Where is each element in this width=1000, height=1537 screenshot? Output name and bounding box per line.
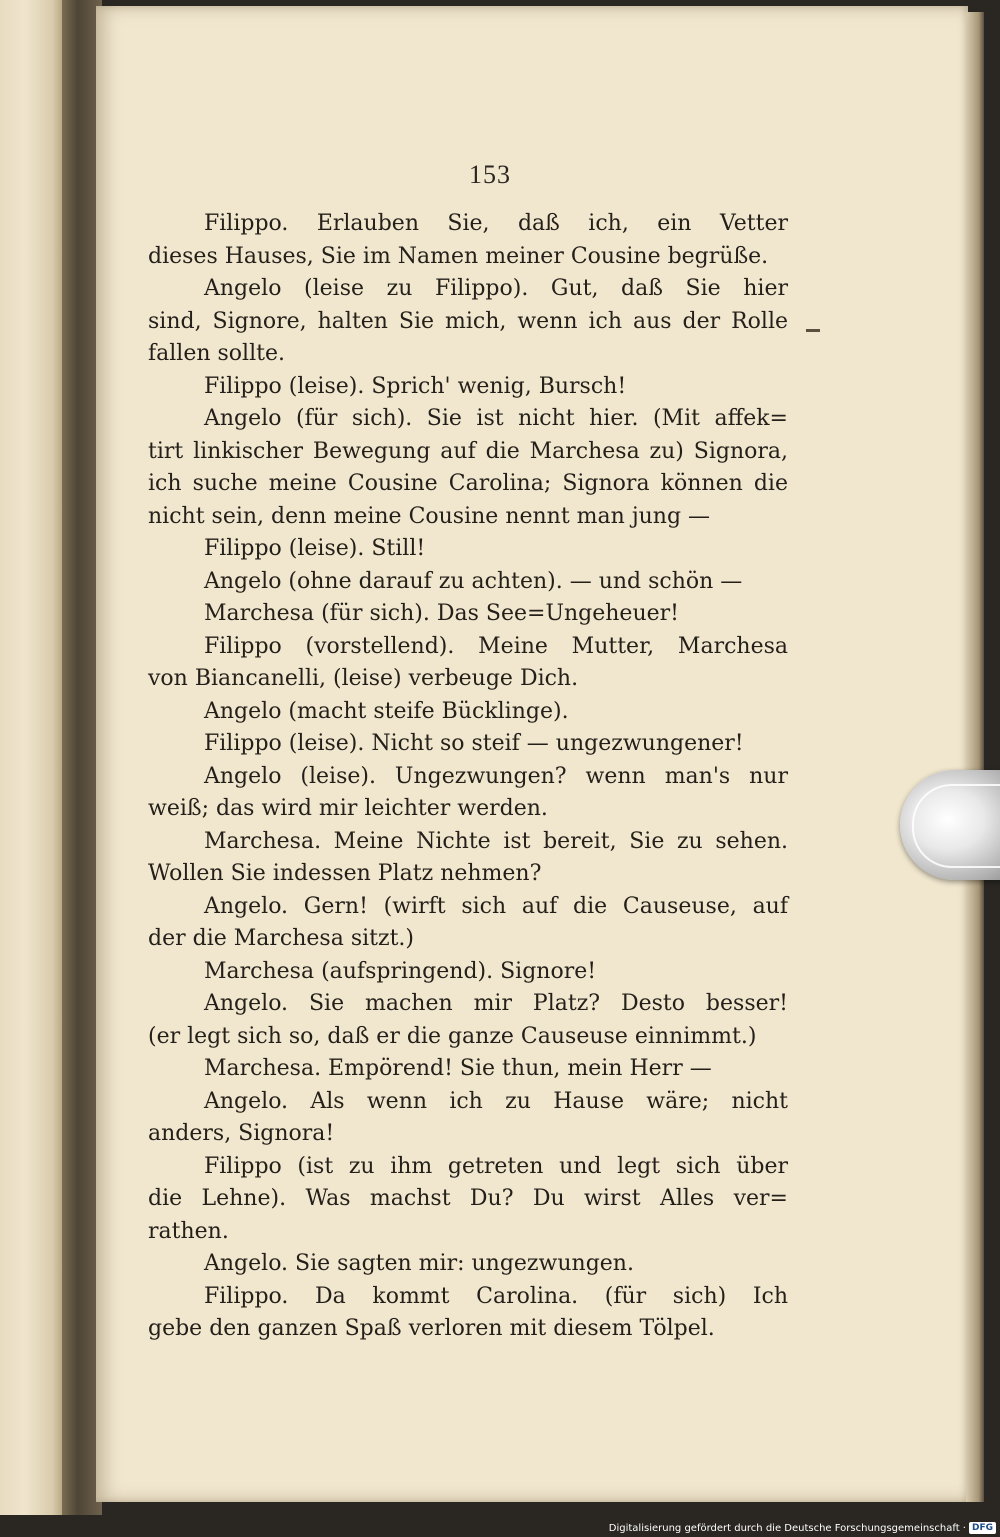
text-line: Angelo (für sich). Sie ist nicht hier. (Mit affek= xyxy=(204,406,788,431)
text-line: Marchesa. Meine Nichte ist bereit, Sie zu sehen. xyxy=(204,828,788,854)
text-line: ich suche meine Cousine Carolina; Signora können die xyxy=(148,471,788,496)
text-line: Angelo. Sie sagten mir: ungezwungen. xyxy=(204,1251,634,1276)
text-line: tirt linkischer Bewegung auf die Marchesa zu) Signora, xyxy=(148,438,788,464)
text-line: Filippo (vorstellend). Meine Mutter, Marchesa xyxy=(204,633,788,659)
page-clip-highlight xyxy=(912,784,1000,868)
text-line: die Lehne). Was machst Du? Du wirst Alles ver= xyxy=(148,1186,788,1211)
text-line: Filippo. Erlauben Sie, daß ich, ein Vetter xyxy=(204,211,788,236)
text-line: fallen sollte. xyxy=(148,341,285,366)
page-right-edge xyxy=(966,12,984,1502)
text-line: Angelo (leise). Ungezwungen? wenn man's nur xyxy=(204,763,788,789)
text-line: Angelo. Als wenn ich zu Hause wäre; nicht xyxy=(204,1088,788,1114)
text-line: nicht sein, denn meine Cousine nennt man jung — xyxy=(148,503,711,529)
text-line: Wollen Sie indessen Platz nehmen? xyxy=(148,861,542,886)
page-number: 153 xyxy=(469,160,511,189)
footer-credit xyxy=(609,1522,996,1534)
page-text xyxy=(148,208,788,1346)
text-line: Angelo (leise zu Filippo). Gut, daß Sie hier xyxy=(204,276,788,301)
text-line: anders, Signora! xyxy=(148,1121,335,1146)
text-line: der die Marchesa sitzt.) xyxy=(148,926,414,951)
text-line: Filippo. Da kommt Carolina. (für sich) Ich xyxy=(204,1283,788,1309)
margin-mark xyxy=(806,329,820,332)
text-line: (er legt sich so, daß er die ganze Causeuse einnimmt.) xyxy=(148,1023,757,1049)
page-clip xyxy=(900,770,1000,880)
text-line: sind, Signore, halten Sie mich, wenn ich aus der Rolle xyxy=(148,308,788,334)
dfg-logo: DFG xyxy=(969,1522,996,1534)
text-line: dieses Hauses, Sie im Namen meiner Cousine begrüße. xyxy=(148,243,769,269)
text-line: rathen. xyxy=(148,1218,229,1244)
text-line: Marchesa (aufspringend). Signore! xyxy=(204,958,597,984)
text-line: von Biancanelli, (leise) verbeuge Dich. xyxy=(148,666,579,691)
text-line: Marchesa. Empörend! Sie thun, mein Herr — xyxy=(204,1056,712,1081)
text-line: Filippo (leise). Still! xyxy=(204,536,426,561)
text-line: Filippo (leise). Nicht so steif — ungezwungener! xyxy=(204,731,744,756)
text-line: Angelo. Sie machen mir Platz? Desto besser! xyxy=(204,991,788,1016)
text-line: Filippo (leise). Sprich' wenig, Bursch! xyxy=(204,373,627,399)
text-line: Angelo (ohne darauf zu achten). — und schön — xyxy=(204,568,743,594)
text-line: weiß; das wird mir leichter werden. xyxy=(148,796,548,821)
text-line: Marchesa (für sich). Das See=Ungeheuer! xyxy=(204,601,679,626)
text-line: gebe den ganzen Spaß verloren mit diesem Tölpel. xyxy=(148,1316,715,1341)
left-page-edge xyxy=(0,0,62,1515)
text-line: Filippo (ist zu ihm getreten und legt sich über xyxy=(204,1153,788,1179)
footer-text: Digitalisierung gefördert durch die Deutsche Forschungsgemeinschaft · xyxy=(608,1522,966,1534)
text-line: Angelo (macht steife Bücklinge). xyxy=(204,698,569,724)
text-line: Angelo. Gern! (wirft sich auf die Causeuse, auf xyxy=(204,893,788,919)
